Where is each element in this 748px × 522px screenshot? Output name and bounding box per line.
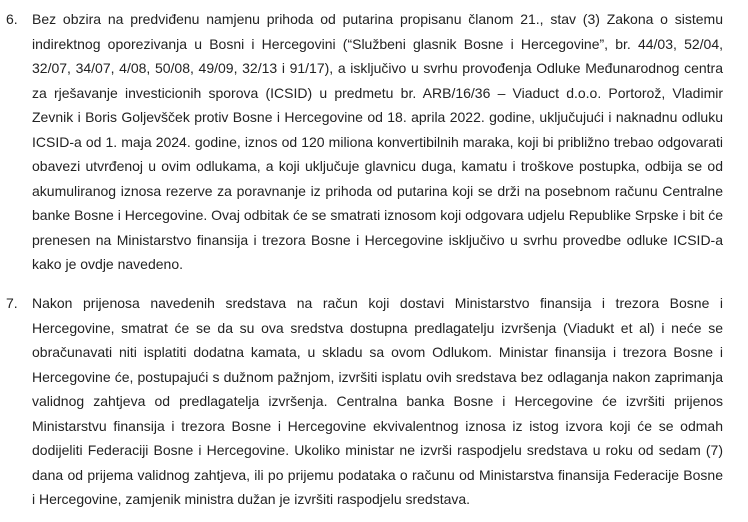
paragraph-item-6 (0, 7, 748, 277)
paragraph-number: 7. (6, 295, 18, 311)
paragraph-number: 6. (6, 11, 18, 27)
paragraph-text: Nakon prijenosa navedenih sredstava na račun koji dostavi Ministarstvo finansija i trezora Bosne i Hercegovine, smatrat će se da su ova sredstva dostupna predlagatelju izvršenja (Viadukt et al) i neće se obračunavati niti isplatiti dodatna kamata, u skladu sa ovom Odlukom. Ministar finansija i trezora Bosne i Hercegovine će, postupajući s dužnom pažnjom, izvršiti isplatu ovih sredstava bez odlaganja nakon zaprimanja validnog zahtjeva od predlagatelja izvršenja. Centralna banka Bosne i Hercegovine će izvršiti prijenos Ministarstvu finansija i trezora Bosne i Hercegovine ekvivalentnog iznosa iz istog izvora koji će se odmah dodijeliti Federaciji Bosne i Hercegovine. Ukoliko ministar ne izvrši raspodjelu sredstava u roku od sedam (7) dana od prijema validnog zahtjeva, ili po prijemu podataka o računu od Ministarstva finansija Federacije Bosne i Hercegovine, zamjenik ministra dužan je izvršiti raspodjelu sredstava. (32, 295, 723, 507)
paragraph-text: Bez obzira na predviđenu namjenu prihoda od putarina propisanu članom 21., stav (3) Zakona o sistemu indirektnog oporezivanja u Bosni i Hercegovini (“Službeni glasnik Bosne i Hercegovine”, br. 44/03, 52/04, 32/07, 34/07, 4/08, 50/08, 49/09, 32/13 i 91/17), a isključivo u svrhu provođenja Odluke Međunarodnog centra za rješavanje investicionih sporova (ICSID) u predmetu br. ARB/16/36 – Viaduct d.o.o. Portorož, Vladimir Zevnik i Boris Goljevšček protiv Bosne i Hercegovine od 18. aprila 2022. godine, uključujući i naknadnu odluku ICSID-a od 1. maja 2024. godine, iznos od 120 miliona konvertibilnih maraka, koji bi približno trebao odgovarati obavezi utvrđenoj u ovim odlukama, a koji uključuje glavnicu duga, kamatu i troškove postupka, odbija se od akumuliranog iznosa rezerve za poravnanje iz prihoda od putarina koji se drži na posebnom računu Centralne banke Bosne i Hercegovine. Ovaj odbitak će se smatrati iznosom koji odgovara udjelu Republike Srpske i bit će prenesen na Ministarstvo finansija i trezora Bosne i Hercegovine isključivo u svrhu provedbe odluke ICSID-a kako je ovdje navedeno. (32, 11, 723, 272)
paragraph-item-7 (0, 291, 748, 512)
